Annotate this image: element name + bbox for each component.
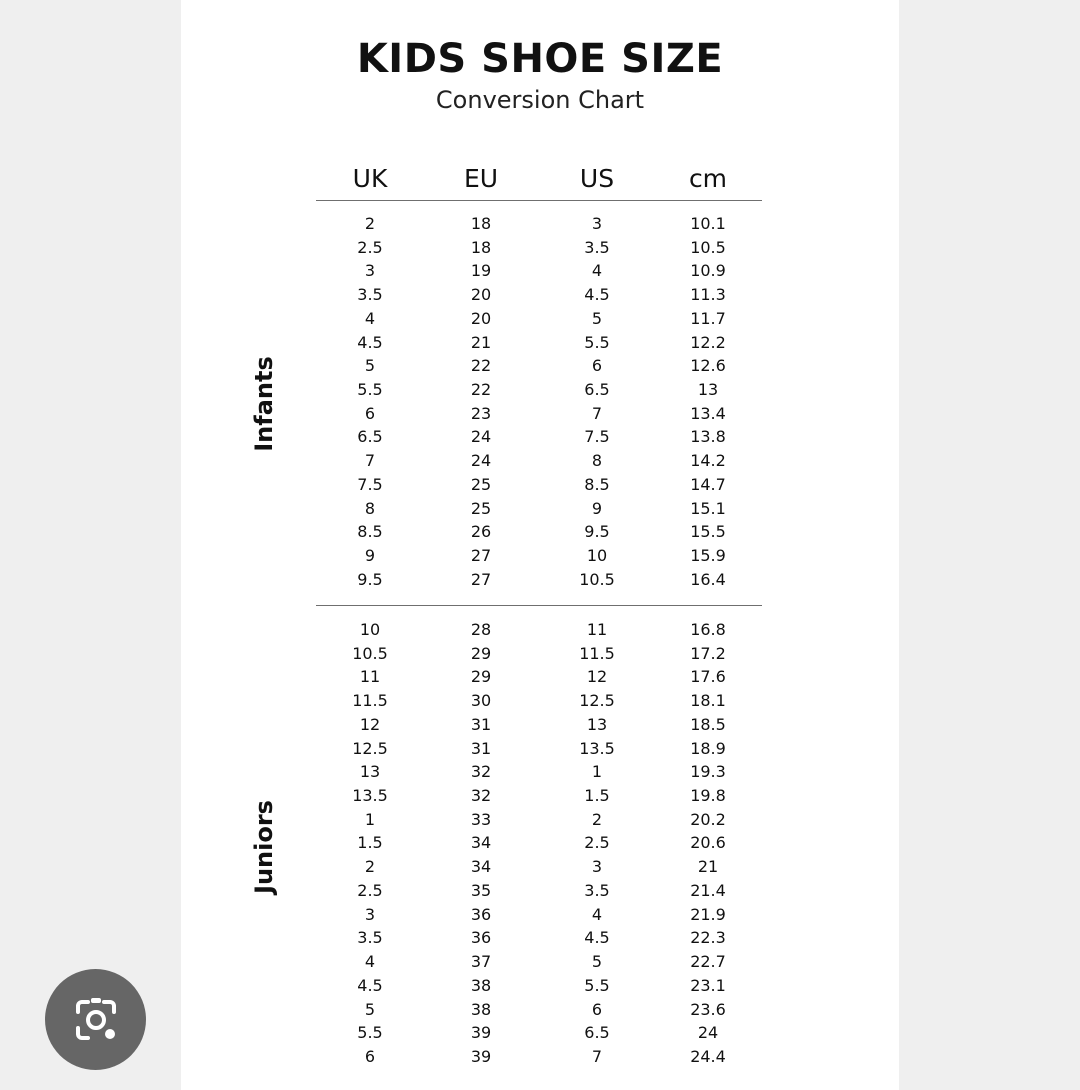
cell-eu: 39 bbox=[470, 1046, 492, 1066]
cell-us: 2.5 bbox=[584, 833, 610, 853]
section-divider bbox=[316, 605, 762, 606]
cell-us: 4.5 bbox=[584, 285, 610, 305]
cell-uk: 13 bbox=[359, 762, 381, 782]
cell-eu: 32 bbox=[470, 786, 492, 806]
cell-us: 6 bbox=[591, 356, 603, 376]
header-divider bbox=[316, 200, 762, 201]
cell-cm: 19.8 bbox=[690, 786, 726, 806]
table-row bbox=[0, 544, 1080, 568]
table-row bbox=[0, 808, 1080, 832]
cell-uk: 6 bbox=[364, 403, 376, 423]
cell-us: 12.5 bbox=[579, 691, 615, 711]
cell-us: 13 bbox=[586, 714, 608, 734]
cell-uk: 8.5 bbox=[357, 522, 383, 542]
table-row bbox=[0, 497, 1080, 521]
cell-us: 6 bbox=[591, 999, 603, 1019]
cell-uk: 5.5 bbox=[357, 1023, 383, 1043]
cell-cm: 23.6 bbox=[690, 999, 726, 1019]
table-row bbox=[0, 665, 1080, 689]
cell-eu: 20 bbox=[470, 285, 492, 305]
cell-eu: 33 bbox=[470, 809, 492, 829]
cell-us: 5 bbox=[591, 308, 603, 328]
cell-cm: 18.5 bbox=[690, 714, 726, 734]
cell-uk: 6.5 bbox=[357, 427, 383, 447]
cell-uk: 2 bbox=[364, 214, 376, 233]
cell-us: 6.5 bbox=[584, 380, 610, 400]
table-row bbox=[0, 283, 1080, 307]
table-row bbox=[0, 642, 1080, 666]
cell-us: 9 bbox=[591, 498, 603, 518]
cell-eu: 24 bbox=[470, 427, 492, 447]
table-row bbox=[0, 378, 1080, 402]
cell-eu: 24 bbox=[470, 451, 492, 471]
table-row bbox=[0, 331, 1080, 355]
page-title: KIDS SHOE SIZE bbox=[356, 36, 724, 82]
cell-cm: 21.9 bbox=[690, 904, 726, 924]
table-row bbox=[0, 737, 1080, 761]
cell-eu: 22 bbox=[470, 356, 492, 376]
cell-us: 5 bbox=[591, 952, 603, 972]
cell-eu: 20 bbox=[470, 308, 492, 328]
cell-cm: 16.8 bbox=[690, 620, 726, 639]
column-header-us: US bbox=[579, 164, 615, 193]
cell-eu: 22 bbox=[470, 380, 492, 400]
cell-uk: 3.5 bbox=[357, 285, 383, 305]
cell-cm: 13.4 bbox=[690, 403, 726, 423]
cell-cm: 24 bbox=[697, 1023, 719, 1043]
column-header-cm: cm bbox=[688, 164, 728, 193]
cell-uk: 9.5 bbox=[357, 569, 383, 589]
table-row bbox=[0, 903, 1080, 927]
cell-uk: 2 bbox=[364, 857, 376, 877]
cell-uk: 4 bbox=[364, 952, 376, 972]
cell-us: 4 bbox=[591, 261, 603, 281]
cell-uk: 5 bbox=[364, 999, 376, 1019]
cell-us: 13.5 bbox=[579, 738, 615, 758]
table-row bbox=[0, 354, 1080, 378]
cell-uk: 3.5 bbox=[357, 928, 383, 948]
cell-cm: 16.4 bbox=[690, 569, 726, 589]
cell-cm: 21.4 bbox=[690, 880, 726, 900]
cell-us: 9.5 bbox=[584, 522, 610, 542]
cell-eu: 27 bbox=[470, 546, 492, 566]
table-row bbox=[0, 520, 1080, 544]
cell-us: 1 bbox=[591, 762, 603, 782]
cell-uk: 9 bbox=[364, 546, 376, 566]
cell-eu: 28 bbox=[470, 620, 492, 639]
cell-uk: 3 bbox=[364, 261, 376, 281]
cell-us: 11 bbox=[586, 620, 608, 639]
cell-uk: 12.5 bbox=[352, 738, 388, 758]
table-row bbox=[0, 760, 1080, 784]
cell-cm: 12.2 bbox=[690, 332, 726, 352]
cell-uk: 11 bbox=[359, 667, 381, 687]
cell-eu: 21 bbox=[470, 332, 492, 352]
cell-us: 1.5 bbox=[584, 786, 610, 806]
cell-cm: 22.7 bbox=[690, 952, 726, 972]
cell-cm: 23.1 bbox=[690, 975, 726, 995]
cell-uk: 10 bbox=[359, 620, 381, 639]
section-label-juniors: Juniors bbox=[250, 800, 278, 894]
cell-us: 2 bbox=[591, 809, 603, 829]
table-row bbox=[0, 212, 1080, 236]
cell-cm: 24.4 bbox=[690, 1046, 726, 1066]
column-header-eu: EU bbox=[463, 164, 499, 193]
cell-uk: 10.5 bbox=[352, 643, 388, 663]
cell-cm: 13 bbox=[697, 380, 719, 400]
cell-cm: 19.3 bbox=[690, 762, 726, 782]
cell-us: 3 bbox=[591, 214, 603, 233]
cell-eu: 32 bbox=[470, 762, 492, 782]
cell-eu: 36 bbox=[470, 904, 492, 924]
cell-eu: 23 bbox=[470, 403, 492, 423]
cell-cm: 20.6 bbox=[690, 833, 726, 853]
cell-cm: 10.1 bbox=[690, 214, 726, 233]
cell-eu: 34 bbox=[470, 833, 492, 853]
cell-eu: 26 bbox=[470, 522, 492, 542]
table-row bbox=[0, 473, 1080, 497]
cell-us: 10.5 bbox=[579, 569, 615, 589]
cell-us: 12 bbox=[586, 667, 608, 687]
cell-eu: 18 bbox=[470, 237, 492, 257]
table-row bbox=[0, 259, 1080, 283]
cell-uk: 7.5 bbox=[357, 474, 383, 494]
cell-uk: 4.5 bbox=[357, 332, 383, 352]
table-row bbox=[0, 1045, 1080, 1069]
cell-eu: 34 bbox=[470, 857, 492, 877]
cell-eu: 25 bbox=[470, 474, 492, 494]
cell-uk: 4.5 bbox=[357, 975, 383, 995]
cell-eu: 38 bbox=[470, 999, 492, 1019]
cell-us: 4.5 bbox=[584, 928, 610, 948]
cell-cm: 11.7 bbox=[690, 308, 726, 328]
cell-us: 3 bbox=[591, 857, 603, 877]
table-row bbox=[0, 689, 1080, 713]
table-row bbox=[0, 855, 1080, 879]
cell-us: 7.5 bbox=[584, 427, 610, 447]
cell-us: 5.5 bbox=[584, 975, 610, 995]
table-row bbox=[0, 950, 1080, 974]
cell-cm: 18.1 bbox=[690, 691, 726, 711]
cell-us: 7 bbox=[591, 1046, 603, 1066]
cell-eu: 31 bbox=[470, 738, 492, 758]
cell-cm: 18.9 bbox=[690, 738, 726, 758]
cell-cm: 17.2 bbox=[690, 643, 726, 663]
cell-eu: 30 bbox=[470, 691, 492, 711]
cell-eu: 36 bbox=[470, 928, 492, 948]
table-row bbox=[0, 926, 1080, 950]
column-header-uk: UK bbox=[352, 164, 388, 193]
cell-cm: 10.5 bbox=[690, 237, 726, 257]
cell-uk: 8 bbox=[364, 498, 376, 518]
cell-eu: 38 bbox=[470, 975, 492, 995]
table-row bbox=[0, 425, 1080, 449]
cell-cm: 12.6 bbox=[690, 356, 726, 376]
table-row bbox=[0, 998, 1080, 1022]
cell-cm: 21 bbox=[697, 857, 719, 877]
cell-us: 11.5 bbox=[579, 643, 615, 663]
cell-uk: 2.5 bbox=[357, 237, 383, 257]
cell-us: 6.5 bbox=[584, 1023, 610, 1043]
cell-uk: 11.5 bbox=[352, 691, 388, 711]
cell-cm: 14.2 bbox=[690, 451, 726, 471]
camera-search-button[interactable] bbox=[45, 969, 146, 1070]
table-row bbox=[0, 402, 1080, 426]
page-subtitle: Conversion Chart bbox=[435, 86, 645, 114]
cell-us: 3.5 bbox=[584, 237, 610, 257]
cell-uk: 12 bbox=[359, 714, 381, 734]
cell-eu: 25 bbox=[470, 498, 492, 518]
cell-eu: 29 bbox=[470, 667, 492, 687]
cell-us: 5.5 bbox=[584, 332, 610, 352]
cell-uk: 4 bbox=[364, 308, 376, 328]
cell-uk: 1 bbox=[364, 809, 376, 829]
table-row bbox=[0, 713, 1080, 737]
cell-cm: 11.3 bbox=[690, 285, 726, 305]
cell-cm: 22.3 bbox=[690, 928, 726, 948]
camera-search-icon bbox=[68, 992, 124, 1048]
cell-us: 7 bbox=[591, 403, 603, 423]
table-row bbox=[0, 236, 1080, 260]
cell-cm: 10.9 bbox=[690, 261, 726, 281]
cell-us: 4 bbox=[591, 904, 603, 924]
cell-cm: 15.9 bbox=[690, 546, 726, 566]
cell-cm: 14.7 bbox=[690, 474, 726, 494]
table-row bbox=[0, 618, 1080, 642]
cell-uk: 3 bbox=[364, 904, 376, 924]
cell-us: 10 bbox=[586, 546, 608, 566]
cell-eu: 18 bbox=[470, 214, 492, 233]
cell-us: 8.5 bbox=[584, 474, 610, 494]
cell-eu: 27 bbox=[470, 569, 492, 589]
cell-eu: 39 bbox=[470, 1023, 492, 1043]
table-row bbox=[0, 307, 1080, 331]
cell-cm: 20.2 bbox=[690, 809, 726, 829]
table-row bbox=[0, 974, 1080, 998]
cell-cm: 15.1 bbox=[690, 498, 726, 518]
section-label-infants: Infants bbox=[250, 356, 278, 452]
cell-uk: 2.5 bbox=[357, 880, 383, 900]
cell-us: 8 bbox=[591, 451, 603, 471]
cell-cm: 13.8 bbox=[690, 427, 726, 447]
table-row bbox=[0, 449, 1080, 473]
cell-eu: 31 bbox=[470, 714, 492, 734]
table-row bbox=[0, 568, 1080, 592]
cell-us: 3.5 bbox=[584, 880, 610, 900]
cell-cm: 15.5 bbox=[690, 522, 726, 542]
cell-eu: 37 bbox=[470, 952, 492, 972]
cell-uk: 5 bbox=[364, 356, 376, 376]
table-row bbox=[0, 1021, 1080, 1045]
table-row bbox=[0, 831, 1080, 855]
cell-uk: 13.5 bbox=[352, 786, 388, 806]
cell-uk: 1.5 bbox=[357, 833, 383, 853]
cell-uk: 6 bbox=[364, 1046, 376, 1066]
cell-uk: 5.5 bbox=[357, 380, 383, 400]
cell-uk: 7 bbox=[364, 451, 376, 471]
cell-eu: 29 bbox=[470, 643, 492, 663]
table-row bbox=[0, 879, 1080, 903]
cell-cm: 17.6 bbox=[690, 667, 726, 687]
table-row bbox=[0, 784, 1080, 808]
cell-eu: 19 bbox=[470, 261, 492, 281]
cell-eu: 35 bbox=[470, 880, 492, 900]
